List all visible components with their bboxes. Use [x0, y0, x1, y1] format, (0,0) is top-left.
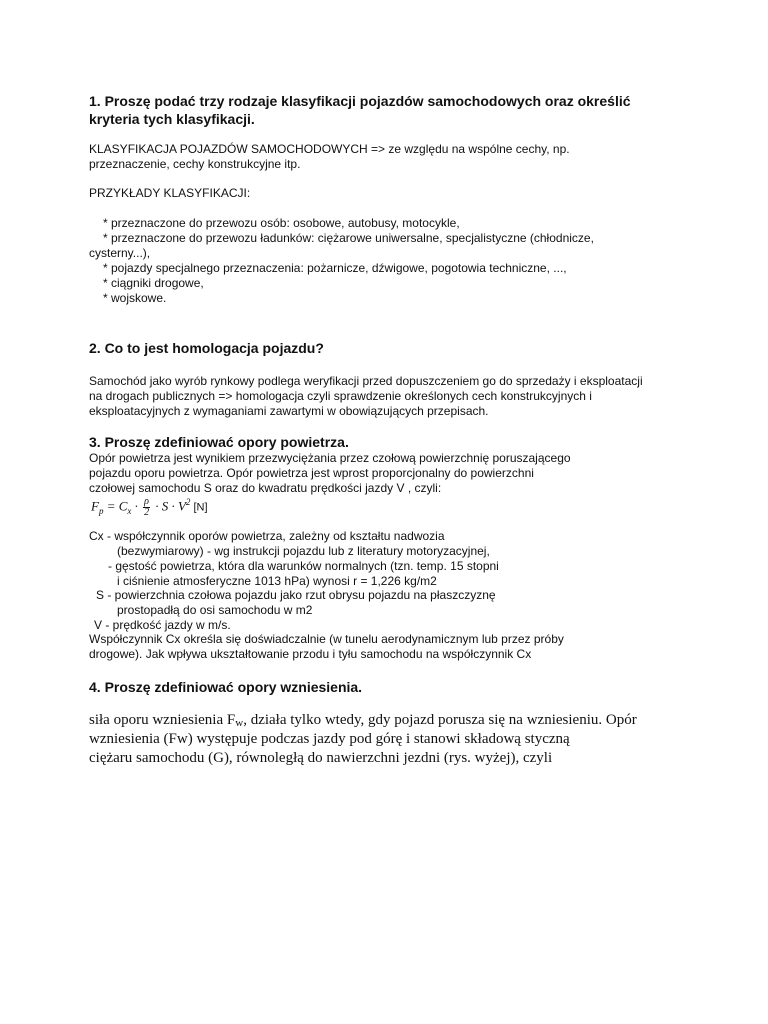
formula-numerator: ρ	[144, 496, 149, 507]
q3-line1: Opór powietrza jest wynikiem przezwyciężania przez czołową powierzchnię poruszającego	[89, 451, 571, 465]
q1-title-line1: 1. Proszę podać trzy rodzaje klasyfikacji pojazdów samochodowych oraz określić	[89, 93, 631, 109]
q4-line1-subscript: w	[235, 717, 244, 729]
formula-unit: [N]	[190, 501, 208, 514]
formula-rest: · S · V	[151, 498, 186, 514]
q1-paragraph2: PRZYKŁADY KLASYFIKACJI:	[89, 186, 251, 200]
q3-def-density-cont: i ciśnienie atmosferyczne 1013 hPa) wynosi r = 1,226 kg/m2	[117, 574, 437, 588]
formula-exponent: 2	[185, 497, 191, 508]
formula-lhs-subscript: p	[98, 506, 104, 517]
formula-lhs: F	[91, 498, 99, 514]
q1-list-item: * przeznaczone do przewozu osób: osobowe, autobusy, motocykle,	[103, 216, 460, 230]
q3-def-density: - gęstość powietrza, która dla warunków normalnych (tzn. temp. 15 stopni	[108, 559, 499, 573]
formula-fraction	[143, 497, 150, 518]
air-resistance-formula	[91, 497, 208, 518]
q4-line2: wzniesienia (Fw) występuje podczas jazdy pod górę i stanowi składową styczną	[89, 731, 570, 747]
q3-line3: czołowej samochodu S oraz do kwadratu prędkości jazdy V , czyli:	[89, 481, 442, 495]
q3-def-cx-cont: (bezwymiarowy) - wg instrukcji pojazdu lub z literatury motoryzacyjnej,	[117, 544, 490, 558]
q1-list-item: * przeznaczone do przewozu ładunków: ciężarowe uniwersalne, specjalistyczne (chłodnicze,	[103, 231, 594, 245]
q1-title-line2: kryteria tych klasyfikacji.	[89, 111, 255, 127]
q1-list-item: * wojskowe.	[103, 291, 167, 305]
q1-list-item-continuation: cysterny...),	[89, 246, 151, 260]
q4-title: 4. Proszę zdefiniować opory wzniesienia.	[89, 679, 363, 695]
q1-paragraph1-line2: przeznaczenie, cechy konstrukcyjne itp.	[89, 157, 301, 171]
q4-line1	[89, 711, 637, 732]
q3-note-line2: drogowe). Jak wpływa ukształtowanie przodu i tyłu samochodu na współczynnik Cx	[89, 647, 532, 661]
q3-title: 3. Proszę zdefiniować opory powietrza.	[89, 434, 349, 450]
q3-def-cx: Cx - współczynnik oporów powietrza, zależny od kształtu nadwozia	[89, 529, 445, 543]
q3-def-v: V - prędkość jazdy w m/s.	[94, 618, 231, 632]
q3-line2: pojazdu oporu powietrza. Opór powietrza jest wprost proporcjonalny do powierzchni	[89, 466, 534, 480]
q4-line1-end: , działa tylko wtedy, gdy pojazd porusza się na wzniesieniu. Opór	[243, 712, 637, 728]
q3-note-line1: Współczynnik Cx określa się doświadczalnie (w tunelu aerodynamicznym lub przez próby	[89, 632, 564, 646]
formula-denominator: 2	[144, 507, 150, 518]
q1-list-item: * pojazdy specjalnego przeznaczenia: pożarnicze, dźwigowe, pogotowia techniczne, ...,	[103, 261, 567, 275]
q2-line2: na drogach publicznych => homologacja czyli sprawdzenie określonych cech konstrukcyjnych i	[89, 389, 592, 403]
formula-eq: = C	[103, 498, 128, 514]
formula-cx-subscript: x	[127, 506, 132, 517]
formula-dot: ·	[131, 498, 142, 514]
q3-def-s: S - powierzchnia czołowa pojazdu jako rzut obrysu pojazdu na płaszczyznę	[96, 588, 496, 602]
q4-line3: ciężaru samochodu (G), równoległą do nawierzchni jezdni (rys. wyżej), czyli	[89, 750, 553, 766]
q1-paragraph1-line1: KLASYFIKACJA POJAZDÓW SAMOCHODOWYCH => ze względu na wspólne cechy, np.	[89, 142, 570, 156]
q2-title: 2. Co to jest homologacja pojazdu?	[89, 340, 324, 356]
q1-list-item: * ciągniki drogowe,	[103, 276, 204, 290]
q3-def-s-cont: prostopadłą do osi samochodu w m2	[117, 603, 313, 617]
q4-line1-start: siła oporu wzniesienia F	[89, 712, 236, 728]
q2-line1: Samochód jako wyrób rynkowy podlega weryfikacji przed dopuszczeniem go do sprzedaży i eksploatacji	[89, 374, 643, 388]
q2-line3: eksploatacyjnych z wymaganiami zawartymi w obowiązujących przepisach.	[89, 404, 489, 418]
